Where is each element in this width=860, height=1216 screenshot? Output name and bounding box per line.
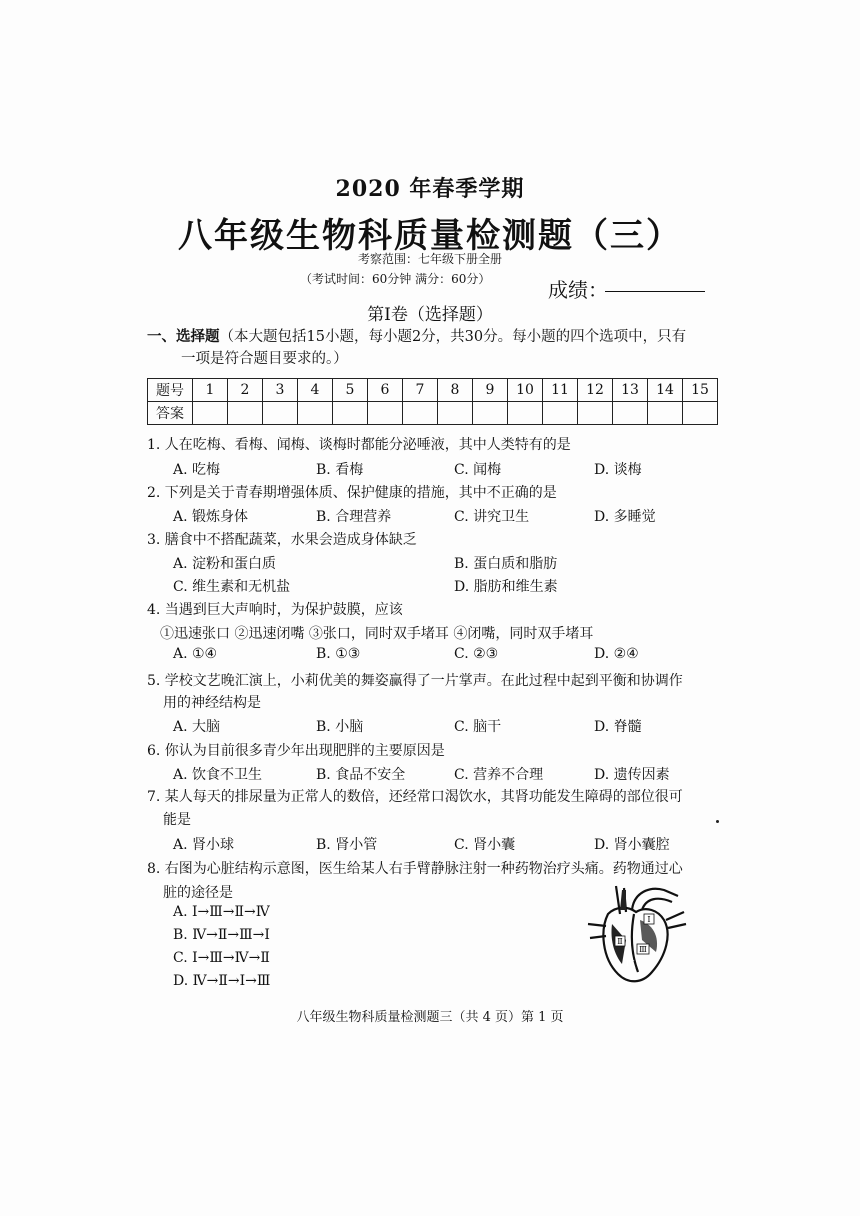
scan-speck	[716, 820, 719, 823]
answer-cell[interactable]	[473, 402, 508, 425]
answer-cell[interactable]	[228, 402, 263, 425]
question-3-stem: 3. 膳食中不搭配蔬菜，水果会造成身体缺乏	[147, 532, 417, 548]
volume-title: 第Ⅰ卷（选择题）	[367, 305, 493, 325]
q7-option-a: A. 肾小球	[173, 837, 235, 853]
q1-option-c: C. 闻梅	[454, 462, 502, 478]
table-cell: 1	[193, 379, 228, 402]
question-8-stem-cont: 脏的途径是	[163, 885, 233, 901]
score-label: 成绩：	[548, 278, 608, 302]
answer-cell[interactable]	[298, 402, 333, 425]
year-title: 2020 年春季学期	[335, 176, 525, 202]
answer-table	[147, 378, 718, 425]
question-5-stem-cont: 用的神经结构是	[163, 695, 261, 711]
table-cell: 14	[648, 379, 683, 402]
question-8-stem: 8. 右图为心脏结构示意图，医生给某人右手臂静脉注射一种药物治疗头痛。药物通过心	[147, 861, 683, 877]
exam-time-info: （考试时间：60分钟 满分：60分）	[300, 272, 491, 286]
answer-cell[interactable]	[333, 402, 368, 425]
q2-option-d: D. 多睡觉	[594, 509, 656, 525]
table-cell: 10	[508, 379, 543, 402]
q4-statements: ①迅速张口 ②迅速闭嘴 ③张口，同时双手堵耳 ④闭嘴，同时双手堵耳	[160, 626, 594, 642]
answer-table-number-row	[148, 379, 718, 402]
table-cell: 6	[368, 379, 403, 402]
table-cell: 4	[298, 379, 333, 402]
answer-cell[interactable]	[263, 402, 298, 425]
heart-label: Ⅰ	[647, 915, 651, 924]
q5-option-b: B. 小脑	[316, 719, 364, 735]
q7-option-d: D. 肾小囊腔	[594, 837, 670, 853]
answer-cell[interactable]	[578, 402, 613, 425]
table-cell: 8	[438, 379, 473, 402]
row-label-answer: 答案	[148, 402, 193, 425]
q6-option-a: A. 饮食不卫生	[173, 767, 263, 783]
q4-option-c: C. ②③	[454, 646, 499, 662]
answer-cell[interactable]	[368, 402, 403, 425]
exam-title: 八年级生物科质量检测题（三）	[178, 216, 682, 256]
section-name: 选择题	[176, 328, 220, 345]
heart-structure-diagram	[580, 880, 690, 990]
section-desc-1: （本大题包括15小题，每小题2分，共30分。每小题的四个选项中，只有	[219, 329, 687, 345]
question-7-stem-cont: 能是	[163, 812, 191, 828]
section-desc-2: 一项是符合题目要求的。）	[181, 351, 348, 367]
q3-option-c: C. 维生素和无机盐	[173, 579, 291, 595]
q1-option-b: B. 看梅	[316, 462, 364, 478]
q5-option-a: A. 大脑	[173, 719, 221, 735]
score-blank-line[interactable]	[605, 291, 705, 292]
answer-cell[interactable]	[683, 402, 718, 425]
heart-label: Ⅱ	[617, 937, 623, 946]
q5-option-d: D. 脊髓	[594, 719, 642, 735]
answer-cell[interactable]	[508, 402, 543, 425]
heart-label: Ⅳ	[626, 959, 634, 968]
q6-option-d: D. 遗传因素	[594, 767, 670, 783]
q4-option-a: A. ①④	[173, 646, 218, 662]
table-cell: 5	[333, 379, 368, 402]
q4-option-b: B. ①③	[316, 646, 361, 662]
q6-option-c: C. 营养不合理	[454, 767, 544, 783]
q3-option-d: D. 脂肪和维生素	[454, 579, 558, 595]
q5-option-c: C. 脑干	[454, 719, 502, 735]
q8-option-d: D. Ⅳ→Ⅱ→Ⅰ→Ⅲ	[173, 973, 271, 989]
answer-cell[interactable]	[403, 402, 438, 425]
answer-cell[interactable]	[613, 402, 648, 425]
table-cell: 12	[578, 379, 613, 402]
question-4-stem: 4. 当遇到巨大声响时，为保护鼓膜，应该	[147, 602, 403, 618]
row-label-number: 题号	[148, 379, 193, 402]
question-7-stem: 7. 某人每天的排尿量为正常人的数倍，还经常口渴饮水，其肾功能发生障碍的部位很可	[147, 789, 683, 805]
answer-table-answer-row	[148, 402, 718, 425]
exam-scope: 考察范围：七年级下册全册	[357, 252, 502, 266]
q2-option-b: B. 合理营养	[316, 509, 392, 525]
table-cell: 15	[683, 379, 718, 402]
question-5-stem: 5. 学校文艺晚汇演上，小莉优美的舞姿赢得了一片掌声。在此过程中起到平衡和协调作	[147, 673, 683, 689]
table-cell: 9	[473, 379, 508, 402]
q7-option-c: C. 肾小囊	[454, 837, 516, 853]
q2-option-c: C. 讲究卫生	[454, 509, 530, 525]
q4-option-d: D. ②④	[594, 646, 639, 662]
q1-option-d: D. 谈梅	[594, 462, 642, 478]
q8-option-b: B. Ⅳ→Ⅱ→Ⅲ→Ⅰ	[173, 927, 270, 943]
q3-option-b: B. 蛋白质和脂肪	[454, 556, 558, 572]
q7-option-b: B. 肾小管	[316, 837, 378, 853]
q6-option-b: B. 食品不安全	[316, 767, 406, 783]
table-cell: 3	[263, 379, 298, 402]
table-cell: 13	[613, 379, 648, 402]
table-cell: 2	[228, 379, 263, 402]
answer-cell[interactable]	[543, 402, 578, 425]
table-cell: 11	[543, 379, 578, 402]
heart-label: Ⅲ	[639, 945, 647, 954]
question-2-stem: 2. 下列是关于青春期增强体质、保护健康的措施，其中不正确的是	[147, 485, 557, 501]
q8-option-c: C. Ⅰ→Ⅲ→Ⅳ→Ⅱ	[173, 950, 270, 966]
answer-cell[interactable]	[193, 402, 228, 425]
question-1-stem: 1. 人在吃梅、看梅、闻梅、谈梅时都能分泌唾液，其中人类特有的是	[147, 437, 571, 453]
q2-option-a: A. 锻炼身体	[173, 509, 249, 525]
q3-option-a: A. 淀粉和蛋白质	[173, 556, 277, 572]
table-cell: 7	[403, 379, 438, 402]
answer-cell[interactable]	[438, 402, 473, 425]
q8-option-a: A. Ⅰ→Ⅲ→Ⅱ→Ⅳ	[173, 904, 270, 920]
q1-option-a: A. 吃梅	[173, 462, 221, 478]
page-footer: 八年级生物科质量检测题三（共 4 页）第 1 页	[296, 1010, 564, 1025]
section-number: 一、	[147, 328, 176, 345]
answer-cell[interactable]	[648, 402, 683, 425]
section-heading	[147, 326, 717, 370]
question-6-stem: 6. 你认为目前很多青少年出现肥胖的主要原因是	[147, 743, 445, 759]
